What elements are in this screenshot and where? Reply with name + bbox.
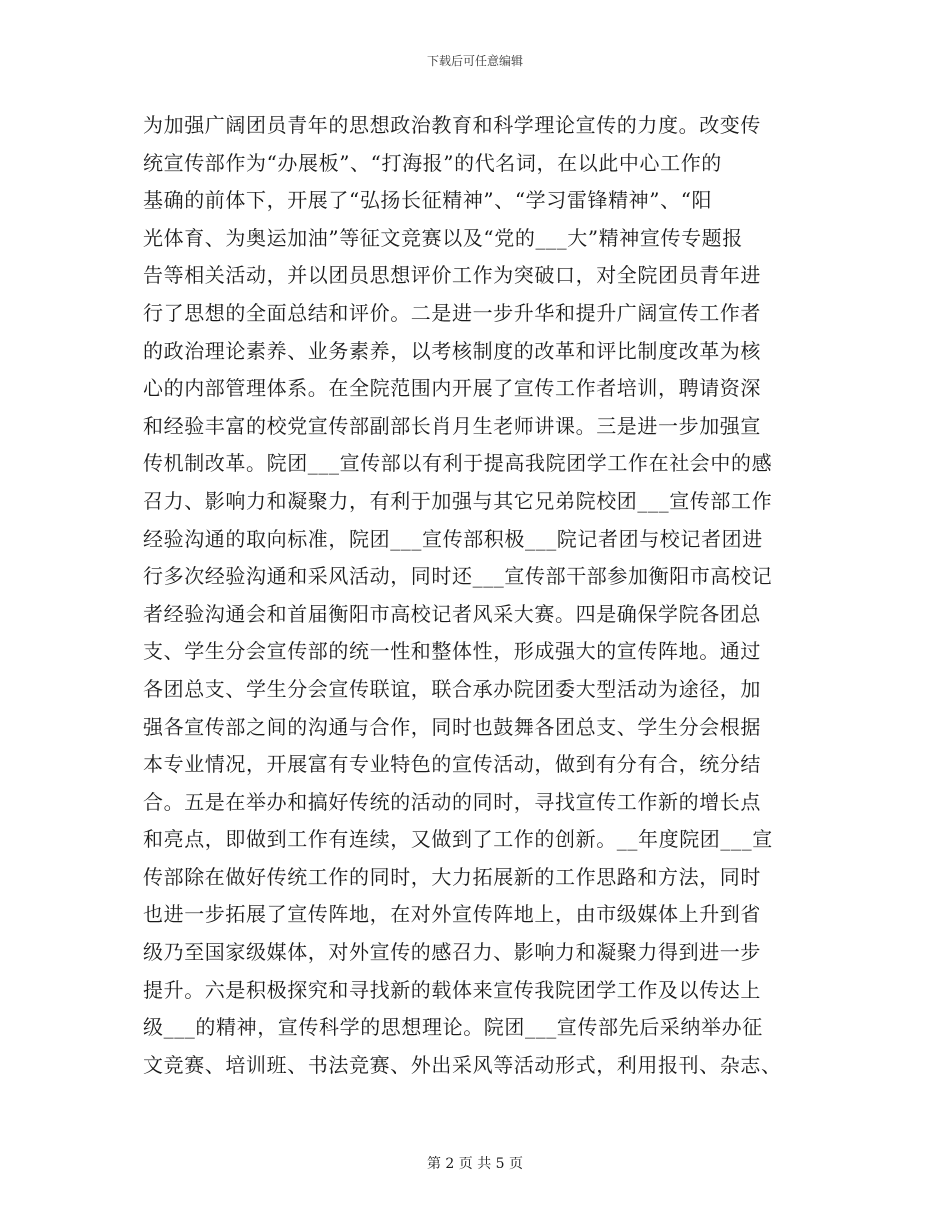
text-line: 支、学生分会宣传部的统一性和整体性，形成强大的宣传阵地。通过 [143,639,761,664]
text-line: 行了思想的全面总结和评价。二是进一步升华和提升广阔宣传工作者 [143,300,761,325]
text-line: 统宣传部作为“办展板”、“打海报”的代名词，在以此中心工作的 [143,150,722,175]
text-line: 基确的前体下，开展了“弘扬长征精神”、“学习雷锋精神”、“阳 [143,188,713,213]
text-line: 者经验沟通会和首届衡阳市高校记者风采大赛。四是确保学院各团总 [143,601,761,626]
text-line: 传机制改革。院团___宣传部以有利于提高我院团学工作在社会中的感 [143,451,773,476]
text-line: 心的内部管理体系。在全院范围内开展了宣传工作者培训，聘请资深 [143,376,761,401]
text-line: 本专业情况，开展富有专业特色的宣传活动，做到有分有合，统分结 [143,752,761,777]
text-line: 和亮点，即做到工作有连续，又做到了工作的创新。__年度院团___宣 [143,827,773,852]
text-line: 各团总支、学生分会宣传联谊，联合承办院团委大型活动为途径，加 [143,676,761,701]
text-line: 和经验丰富的校党宣传部副部长肖月生老师讲课。三是进一步加强宣 [143,413,761,438]
text-line: 为加强广阔团员青年的思想政治教育和科学理论宣传的力度。改变传 [143,113,761,137]
text-line: 经验沟通的取向标准，院团___宣传部积极___院记者团与校记者团进 [143,526,763,551]
page-header: 下载后可任意编辑 [426,54,523,68]
page-number: 第 2 页 共 5 页 [426,1156,524,1172]
text-line: 光体育、为奥运加油”等征文竞赛以及“党的___大”精神宣传专题报 [143,225,743,250]
text-line: 传部除在做好传统工作的同时，大力拓展新的工作思路和方法，同时 [143,864,761,889]
text-line: 的政治理论素养、业务素养，以考核制度的改革和评比制度改革为核 [143,338,761,363]
text-line: 告等相关活动，并以团员思想评价工作为突破口，对全院团员青年进 [143,263,761,288]
text-line: 合。五是在举办和搞好传统的活动的同时，寻找宣传工作新的增长点 [143,789,761,814]
text-line: 行多次经验沟通和采风活动，同时还___宣传部干部参加衡阳市高校记 [143,564,773,589]
text-line: 强各宣传部之间的沟通与合作，同时也鼓舞各团总支、学生分会根据 [143,714,761,739]
text-line: 级乃至国家级媒体，对外宣传的感召力、影响力和凝聚力得到进一步 [143,940,761,965]
text-line: 也进一步拓展了宣传阵地，在对外宣传阵地上，由市级媒体上升到省 [143,902,761,927]
text-line: 级___的精神，宣传科学的思想理论。院团___宣传部先后采纳举办征 [143,1015,763,1040]
text-line: 文竞赛、培训班、书法竞赛、外出采风等活动形式，利用报刊、杂志、 [143,1052,782,1077]
text-line: 提升。六是积极探究和寻找新的载体来宣传我院团学工作及以传达上 [143,977,761,1002]
text-line: 召力、影响力和凝聚力，有利于加强与其它兄弟院校团___宣传部工作 [143,488,773,513]
document-body [143,107,815,1084]
